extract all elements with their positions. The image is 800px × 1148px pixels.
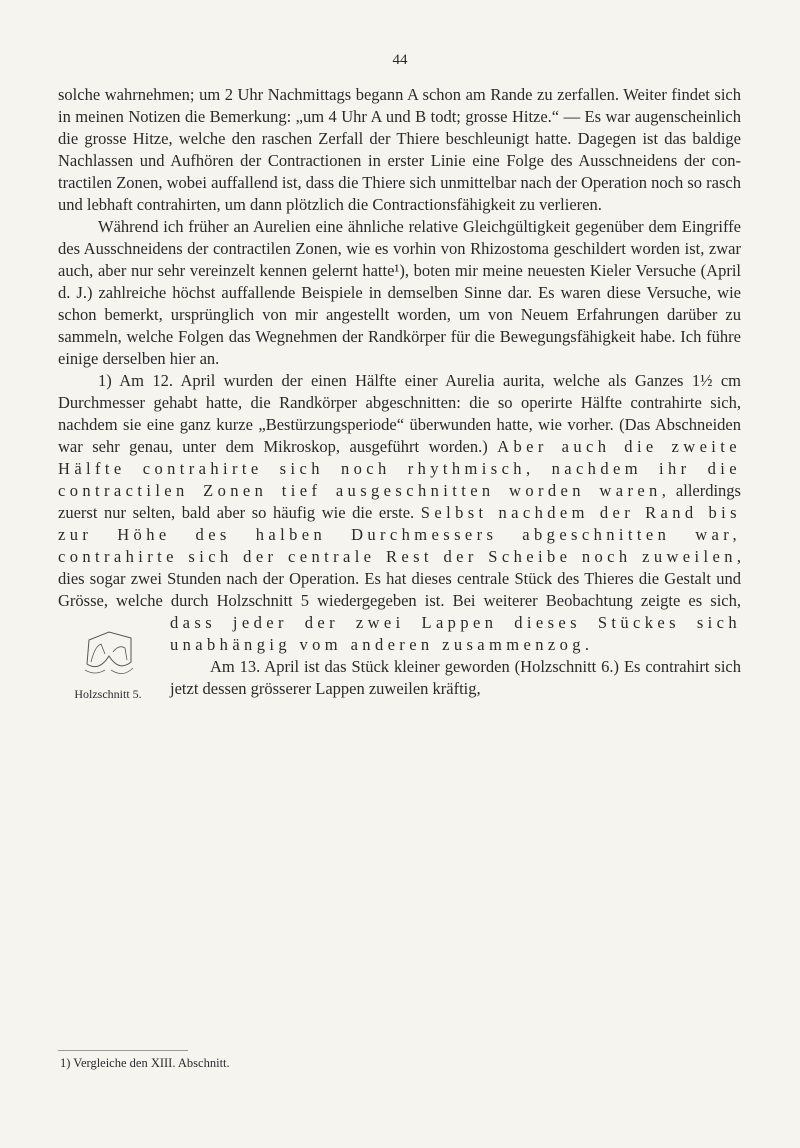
paragraph-3-part-c: , allerdings zuerst nur selten, bald aber so häufig wie die erste. <box>58 481 741 522</box>
paragraph-3-part-e: , dies sogar zwei Stunden nach der Operation. Es hat dieses centrale Stück des Thieres die Gestalt und Grösse, welche durch Holzschnitt 5 wiedergegeben ist. Bei weiterer Beobachtung zeigte es sich, <box>58 547 741 610</box>
paragraph-4: Am 13. April ist das Stück kleiner geworden (Holzschnitt 6.) Es contrahirt sich jetzt dessen grösserer Lappen zuweilen kräftig, <box>170 657 741 698</box>
paragraph-3-part-g: . <box>584 635 590 654</box>
figure-caption: Holzschnitt 5. <box>74 687 142 701</box>
figure-holzschnitt-5 <box>58 616 158 734</box>
woodcut-illustration <box>75 626 141 682</box>
body-text <box>58 84 741 734</box>
footnote-divider <box>58 1050 188 1051</box>
emphasis-1: Aber auch die zweite Hälfte contrahirte sich noch rhythmisch, nachdem ihr die contractilen Zonen tief ausgeschnitten worden waren <box>58 437 741 500</box>
page-number: 44 <box>392 52 408 68</box>
paragraph-3-part-a: 1) Am 12. April wurden der einen Hälfte einer Aurelia aurita, welche als Ganzes 1½ cm Durchmesser gehabt hatte, die Randkörper abgeschnitten: die so operirte Hälfte contrahirte sich, nachdem sie eine ganz kurze „Bestürzungsperiode“ überwunden hatte, wie vorher. (Das Abschneiden war sehr genau, unter dem Mikroskop, ausgeführt worden.) <box>58 371 741 456</box>
emphasis-3: dass jeder der zwei Lappen dieses Stückes sich unabhängig vom anderen zusammenzog <box>170 613 741 654</box>
footnote: 1) Vergleiche den XIII. Abschnitt. <box>60 1056 230 1070</box>
emphasis-2: Selbst nachdem der Rand bis zur Höhe des halben Durchmessers abgeschnitten war, contrahirte sich der centrale Rest der Scheibe noch zuweilen <box>58 503 741 566</box>
paragraph-2: Während ich früher an Aurelien eine ähnliche relative Gleichgültigkeit gegenüber dem Eingriffe des Ausschneidens der contractilen Zonen, wie es vorhin von Rhizostoma geschildert worden ist, zwar auch, aber nur sehr vereinzelt kennen gelernt hatte¹), boten mir meine neuesten Kieler Versuche (April d. J.) zahlreiche höchst auffallende Beispiele in demselben Sinne dar. Es waren diese Versuche, wie schon bemerkt, ursprünglich von mir angestellt worden, um von Neuem Erfahrungen darüber zu sammeln, welche Folgen das Wegnehmen der Randkörper für die Bewegungsfähigkeit habe. Ich führe einige derselben hier an. <box>58 217 741 368</box>
paragraph-1: solche wahrnehmen; um 2 Uhr Nachmittags begann A schon am Rande zu zerfallen. Weiter findet sich in meinen Notizen die Bemerkung: „um 4 Uhr A und B todt; grosse Hitze.“ — Es war augenscheinlich die grosse Hitze, welche den raschen Zerfall der Thiere beschleunigt hatte. Dagegen ist das baldige Nachlassen und Aufhören der Contractionen in erster Linie eine Folge des Ausschneidens der contractilen Zonen, wobei auffallend ist, dass die Thiere sich unmittelbar nach der Operation noch so rasch und lebhaft contrahirten, um dann plötzlich die Contractionsfähigkeit zu verlieren. <box>58 85 741 214</box>
